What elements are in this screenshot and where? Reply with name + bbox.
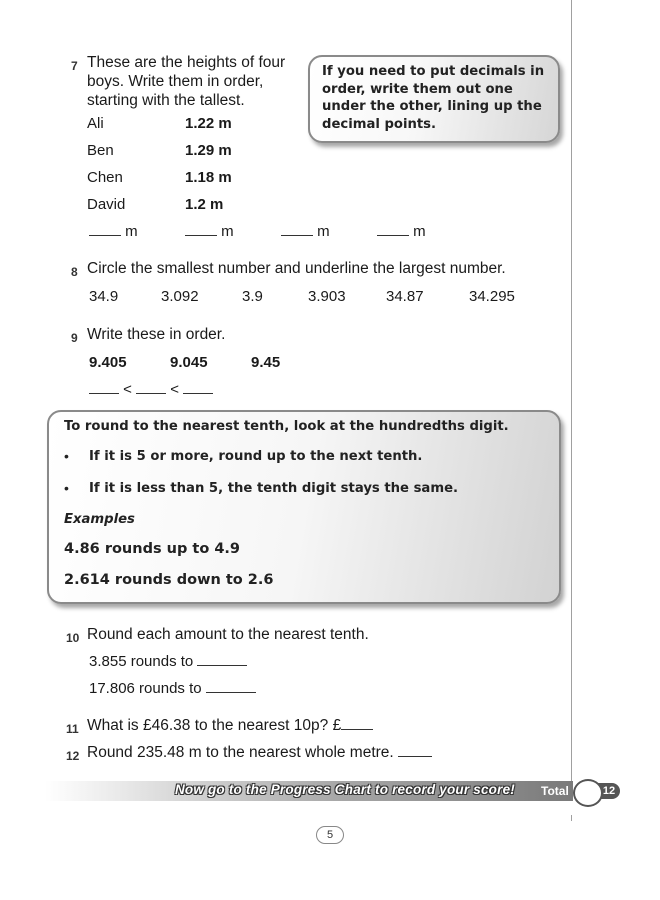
tip-box <box>308 55 560 143</box>
example: 4.86 rounds up to 4.9 <box>64 541 241 557</box>
page-number: 5 <box>316 826 344 844</box>
boy-name: Ali <box>87 115 104 132</box>
question-text[interactable]: Round 235.48 m to the nearest whole metre. <box>87 743 432 762</box>
order-number: 9.405 <box>89 354 127 371</box>
question-number: 8 <box>71 265 78 279</box>
bullet-icon: • <box>64 448 69 464</box>
number-option[interactable]: 34.9 <box>89 288 119 305</box>
info-heading: To round to the nearest tenth, look at the hundredths digit. <box>64 419 509 434</box>
boy-name: Ben <box>87 142 114 159</box>
margin-rule <box>571 0 572 795</box>
boy-name: Chen <box>87 169 123 186</box>
bullet-icon: • <box>64 480 69 496</box>
round-item[interactable]: 17.806 rounds to <box>89 680 256 697</box>
boy-height: 1.18 m <box>185 169 232 186</box>
question-text: These are the heights of four boys. Write them in order, starting with the tallest. <box>87 54 286 109</box>
info-bullet: If it is 5 or more, round up to the next tenth. <box>89 449 423 464</box>
total-label: Total <box>541 784 569 798</box>
question-number: 9 <box>71 331 78 345</box>
answer-slot-1[interactable]: m <box>89 223 138 240</box>
examples-label: Examples <box>64 512 135 527</box>
question-text: Write these in order. <box>87 326 226 343</box>
tip-text: If you need to put decimals in order, write them out one under the other, lining up the decimal points. <box>322 64 545 132</box>
answer-slot-3[interactable]: m <box>281 223 330 240</box>
question-number: 10 <box>66 631 80 645</box>
info-bullet: If it is less than 5, the tenth digit stays the same. <box>89 481 459 496</box>
number-option[interactable]: 34.87 <box>386 288 424 305</box>
number-option[interactable]: 3.9 <box>242 288 263 305</box>
question-text: Circle the smallest number and underline the largest number. <box>87 260 506 277</box>
banner-text: Now go to the Progress Chart to record your score! <box>174 782 515 797</box>
order-answer-line[interactable]: < < <box>89 381 213 398</box>
answer-slot-4[interactable]: m <box>377 223 426 240</box>
answer-slot-2[interactable]: m <box>185 223 234 240</box>
rounding-info-box <box>47 410 561 604</box>
number-option[interactable]: 3.092 <box>161 288 199 305</box>
boy-height: 1.22 m <box>185 115 232 132</box>
number-option[interactable]: 3.903 <box>308 288 346 305</box>
order-number: 9.45 <box>251 354 281 371</box>
number-option[interactable]: 34.295 <box>469 288 515 305</box>
question-number: 11 <box>66 722 79 736</box>
margin-tick <box>571 815 572 821</box>
question-number: 7 <box>71 59 78 73</box>
question-text: Round each amount to the nearest tenth. <box>87 626 369 643</box>
round-item[interactable]: 3.855 rounds to <box>89 653 247 670</box>
question-number: 12 <box>66 749 80 763</box>
boy-height: 1.29 m <box>185 142 232 159</box>
order-number: 9.045 <box>170 354 208 371</box>
boy-name: David <box>87 196 126 213</box>
example: 2.614 rounds down to 2.6 <box>64 572 274 588</box>
boy-height: 1.2 m <box>185 196 224 213</box>
progress-banner <box>45 781 573 801</box>
question-text[interactable]: What is £46.38 to the nearest 10p? £ <box>87 716 373 735</box>
total-max: 12 <box>598 783 620 799</box>
score-input-circle[interactable] <box>573 779 603 807</box>
